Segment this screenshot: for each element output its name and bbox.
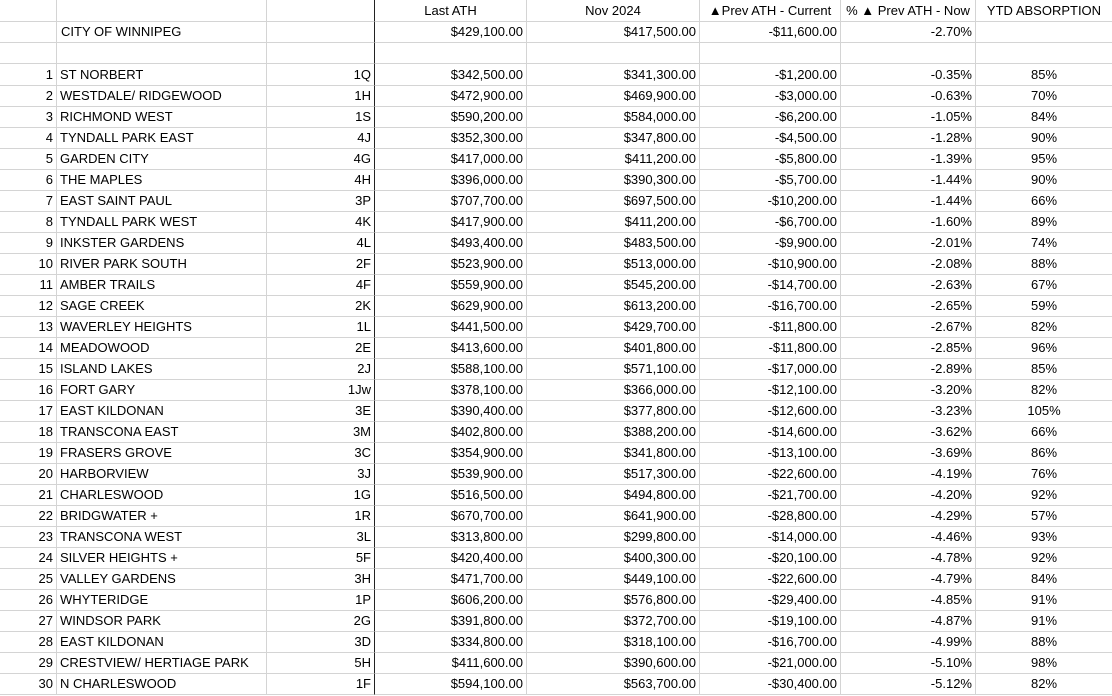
header-nov-2024[interactable]: Nov 2024 xyxy=(527,0,700,22)
nov-2024-cell[interactable]: $341,300.00 xyxy=(527,64,700,86)
nov-2024-cell[interactable]: $483,500.00 xyxy=(527,233,700,254)
ytd-absorption-cell[interactable]: 84% xyxy=(976,569,1112,590)
pct-change-cell[interactable]: -5.12% xyxy=(841,674,976,695)
nov-2024-cell[interactable]: $299,800.00 xyxy=(527,527,700,548)
last-ath-cell[interactable]: $516,500.00 xyxy=(375,485,527,506)
rank-cell[interactable]: 13 xyxy=(0,317,57,338)
table-row xyxy=(0,170,1112,191)
code-cell[interactable]: 5H xyxy=(267,653,375,674)
empty-cell[interactable] xyxy=(527,43,700,64)
empty-cell[interactable] xyxy=(841,43,976,64)
neighbourhood-cell[interactable]: TYNDALL PARK EAST xyxy=(57,128,267,149)
change-cell[interactable]: -$16,700.00 xyxy=(700,632,841,653)
ytd-absorption-cell[interactable]: 89% xyxy=(976,212,1112,233)
pct-change-cell[interactable]: -4.85% xyxy=(841,590,976,611)
ytd-absorption-cell[interactable]: 91% xyxy=(976,590,1112,611)
table-row xyxy=(0,275,1112,296)
neighbourhood-cell[interactable]: SAGE CREEK xyxy=(57,296,267,317)
code-cell[interactable]: 3H xyxy=(267,569,375,590)
neighbourhood-cell[interactable]: N CHARLESWOOD xyxy=(57,674,267,695)
neighbourhood-cell[interactable]: RIVER PARK SOUTH xyxy=(57,254,267,275)
last-ath-cell[interactable]: $441,500.00 xyxy=(375,317,527,338)
nov-2024-cell[interactable]: $400,300.00 xyxy=(527,548,700,569)
table-row xyxy=(0,422,1112,443)
nov-2024-cell[interactable]: $641,900.00 xyxy=(527,506,700,527)
nov-2024-cell[interactable]: $513,000.00 xyxy=(527,254,700,275)
table-row xyxy=(0,569,1112,590)
rank-cell[interactable]: 24 xyxy=(0,548,57,569)
rank-cell[interactable]: 7 xyxy=(0,191,57,212)
change-cell[interactable]: -$11,800.00 xyxy=(700,317,841,338)
city-change-cell[interactable]: -$11,600.00 xyxy=(700,22,841,43)
pct-change-cell[interactable]: -0.63% xyxy=(841,86,976,107)
rank-cell[interactable]: 4 xyxy=(0,128,57,149)
change-cell[interactable]: -$30,400.00 xyxy=(700,674,841,695)
pct-change-cell[interactable]: -3.62% xyxy=(841,422,976,443)
ytd-absorption-cell[interactable]: 88% xyxy=(976,254,1112,275)
pct-change-cell[interactable]: -4.29% xyxy=(841,506,976,527)
nov-2024-cell[interactable]: $366,000.00 xyxy=(527,380,700,401)
change-cell[interactable]: -$12,100.00 xyxy=(700,380,841,401)
rank-cell[interactable]: 6 xyxy=(0,170,57,191)
rank-cell[interactable]: 22 xyxy=(0,506,57,527)
change-cell[interactable]: -$21,700.00 xyxy=(700,485,841,506)
nov-2024-cell[interactable]: $411,200.00 xyxy=(527,149,700,170)
code-cell[interactable]: 1L xyxy=(267,317,375,338)
code-cell[interactable]: 3M xyxy=(267,422,375,443)
neighbourhood-cell[interactable]: HARBORVIEW xyxy=(57,464,267,485)
nov-2024-cell[interactable]: $429,700.00 xyxy=(527,317,700,338)
header-cell-neighbourhood[interactable] xyxy=(57,0,267,22)
rank-cell[interactable]: 12 xyxy=(0,296,57,317)
pct-change-cell[interactable]: -5.10% xyxy=(841,653,976,674)
table-row xyxy=(0,128,1112,149)
pct-change-cell[interactable]: -1.60% xyxy=(841,212,976,233)
change-cell[interactable]: -$6,700.00 xyxy=(700,212,841,233)
rank-cell[interactable]: 30 xyxy=(0,674,57,695)
code-cell[interactable]: 2G xyxy=(267,611,375,632)
neighbourhood-cell[interactable]: MEADOWOOD xyxy=(57,338,267,359)
rank-cell[interactable]: 3 xyxy=(0,107,57,128)
code-cell[interactable]: 1S xyxy=(267,107,375,128)
rank-cell[interactable]: 11 xyxy=(0,275,57,296)
empty-cell[interactable] xyxy=(0,43,57,64)
rank-cell[interactable]: 26 xyxy=(0,590,57,611)
last-ath-cell[interactable]: $354,900.00 xyxy=(375,443,527,464)
pct-change-cell[interactable]: -3.20% xyxy=(841,380,976,401)
neighbourhood-cell[interactable]: INKSTER GARDENS xyxy=(57,233,267,254)
ytd-absorption-cell[interactable]: 85% xyxy=(976,64,1112,86)
last-ath-cell[interactable]: $590,200.00 xyxy=(375,107,527,128)
neighbourhood-cell[interactable]: FORT GARY xyxy=(57,380,267,401)
nov-2024-cell[interactable]: $584,000.00 xyxy=(527,107,700,128)
last-ath-cell[interactable]: $396,000.00 xyxy=(375,170,527,191)
change-cell[interactable]: -$6,200.00 xyxy=(700,107,841,128)
nov-2024-cell[interactable]: $377,800.00 xyxy=(527,401,700,422)
change-cell[interactable]: -$22,600.00 xyxy=(700,569,841,590)
change-cell[interactable]: -$10,900.00 xyxy=(700,254,841,275)
table-row xyxy=(0,548,1112,569)
last-ath-cell[interactable]: $472,900.00 xyxy=(375,86,527,107)
rank-cell[interactable]: 20 xyxy=(0,464,57,485)
last-ath-cell[interactable]: $559,900.00 xyxy=(375,275,527,296)
code-cell[interactable]: 1F xyxy=(267,674,375,695)
change-cell[interactable]: -$14,000.00 xyxy=(700,527,841,548)
ytd-absorption-cell[interactable]: 86% xyxy=(976,443,1112,464)
ytd-absorption-cell[interactable]: 67% xyxy=(976,275,1112,296)
header-cell-code[interactable] xyxy=(267,0,375,22)
pct-change-cell[interactable]: -2.63% xyxy=(841,275,976,296)
change-cell[interactable]: -$9,900.00 xyxy=(700,233,841,254)
nov-2024-cell[interactable]: $388,200.00 xyxy=(527,422,700,443)
last-ath-cell[interactable]: $594,100.00 xyxy=(375,674,527,695)
nov-2024-cell[interactable]: $571,100.00 xyxy=(527,359,700,380)
last-ath-cell[interactable]: $539,900.00 xyxy=(375,464,527,485)
table-row xyxy=(0,443,1112,464)
table-row xyxy=(0,401,1112,422)
empty-cell[interactable] xyxy=(267,43,375,64)
neighbourhood-cell[interactable]: GARDEN CITY xyxy=(57,149,267,170)
ytd-absorption-cell[interactable]: 95% xyxy=(976,149,1112,170)
ytd-absorption-cell[interactable]: 74% xyxy=(976,233,1112,254)
rank-cell[interactable]: 5 xyxy=(0,149,57,170)
neighbourhood-cell[interactable]: EAST SAINT PAUL xyxy=(57,191,267,212)
header-last-ath[interactable]: Last ATH xyxy=(375,0,527,22)
rank-cell[interactable]: 16 xyxy=(0,380,57,401)
pct-change-cell[interactable]: -2.01% xyxy=(841,233,976,254)
neighbourhood-cell[interactable]: TRANSCONA WEST xyxy=(57,527,267,548)
change-cell[interactable]: -$1,200.00 xyxy=(700,64,841,86)
ytd-absorption-cell[interactable]: 82% xyxy=(976,317,1112,338)
table-row xyxy=(0,296,1112,317)
nov-2024-cell[interactable]: $494,800.00 xyxy=(527,485,700,506)
nov-2024-cell[interactable]: $411,200.00 xyxy=(527,212,700,233)
ytd-absorption-cell[interactable]: 70% xyxy=(976,86,1112,107)
header-pct-prev-ath-now[interactable]: % ▲ Prev ATH - Now xyxy=(841,0,976,22)
table-row xyxy=(0,233,1112,254)
nov-2024-cell[interactable]: $613,200.00 xyxy=(527,296,700,317)
last-ath-cell[interactable]: $417,900.00 xyxy=(375,212,527,233)
table-row xyxy=(0,590,1112,611)
change-cell[interactable]: -$19,100.00 xyxy=(700,611,841,632)
table-row xyxy=(0,380,1112,401)
neighbourhood-cell[interactable]: THE MAPLES xyxy=(57,170,267,191)
change-cell[interactable]: -$17,000.00 xyxy=(700,359,841,380)
pct-change-cell[interactable]: -1.44% xyxy=(841,170,976,191)
nov-2024-cell[interactable]: $401,800.00 xyxy=(527,338,700,359)
ytd-absorption-cell[interactable]: 66% xyxy=(976,191,1112,212)
neighbourhood-cell[interactable]: SILVER HEIGHTS + xyxy=(57,548,267,569)
last-ath-cell[interactable]: $411,600.00 xyxy=(375,653,527,674)
change-cell[interactable]: -$4,500.00 xyxy=(700,128,841,149)
change-cell[interactable]: -$3,000.00 xyxy=(700,86,841,107)
table-row xyxy=(0,64,1112,86)
ytd-absorption-cell[interactable]: 57% xyxy=(976,506,1112,527)
header-prev-ath-current[interactable]: ▲Prev ATH - Current xyxy=(700,0,841,22)
nov-2024-cell[interactable]: $697,500.00 xyxy=(527,191,700,212)
header-ytd-absorption[interactable]: YTD ABSORPTION xyxy=(976,0,1112,22)
code-cell[interactable]: 2E xyxy=(267,338,375,359)
city-name-cell[interactable]: CITY OF WINNIPEG xyxy=(57,22,267,43)
ytd-absorption-cell[interactable]: 85% xyxy=(976,359,1112,380)
pct-change-cell[interactable]: -3.69% xyxy=(841,443,976,464)
nov-2024-cell[interactable]: $372,700.00 xyxy=(527,611,700,632)
nov-2024-cell[interactable]: $449,100.00 xyxy=(527,569,700,590)
ytd-absorption-cell[interactable]: 66% xyxy=(976,422,1112,443)
rank-cell[interactable]: 18 xyxy=(0,422,57,443)
last-ath-cell[interactable]: $334,800.00 xyxy=(375,632,527,653)
rank-cell[interactable]: 23 xyxy=(0,527,57,548)
change-cell[interactable]: -$29,400.00 xyxy=(700,590,841,611)
change-cell[interactable]: -$14,700.00 xyxy=(700,275,841,296)
code-cell[interactable]: 1H xyxy=(267,86,375,107)
table-row xyxy=(0,317,1112,338)
nov-2024-cell[interactable]: $517,300.00 xyxy=(527,464,700,485)
neighbourhood-cell[interactable]: BRIDGWATER + xyxy=(57,506,267,527)
neighbourhood-cell[interactable]: FRASERS GROVE xyxy=(57,443,267,464)
pct-change-cell[interactable]: -2.08% xyxy=(841,254,976,275)
nov-2024-cell[interactable]: $341,800.00 xyxy=(527,443,700,464)
last-ath-cell[interactable]: $707,700.00 xyxy=(375,191,527,212)
city-last-ath-cell[interactable]: $429,100.00 xyxy=(375,22,527,43)
last-ath-cell[interactable]: $413,600.00 xyxy=(375,338,527,359)
table-row xyxy=(0,359,1112,380)
change-cell[interactable]: -$5,800.00 xyxy=(700,149,841,170)
code-cell[interactable]: 4H xyxy=(267,170,375,191)
neighbourhood-cell[interactable]: TRANSCONA EAST xyxy=(57,422,267,443)
change-cell[interactable]: -$12,600.00 xyxy=(700,401,841,422)
rank-cell[interactable]: 15 xyxy=(0,359,57,380)
neighbourhood-cell[interactable]: CHARLESWOOD xyxy=(57,485,267,506)
table-row xyxy=(0,464,1112,485)
table-row xyxy=(0,674,1112,695)
last-ath-cell[interactable]: $342,500.00 xyxy=(375,64,527,86)
rank-cell[interactable]: 1 xyxy=(0,64,57,86)
code-cell[interactable]: 1Jw xyxy=(267,380,375,401)
table-row xyxy=(0,149,1112,170)
code-cell[interactable]: 4J xyxy=(267,128,375,149)
ytd-absorption-cell[interactable]: 82% xyxy=(976,380,1112,401)
pct-change-cell[interactable]: -4.46% xyxy=(841,527,976,548)
last-ath-cell[interactable]: $390,400.00 xyxy=(375,401,527,422)
header-cell-rank[interactable] xyxy=(0,0,57,22)
rank-cell[interactable]: 9 xyxy=(0,233,57,254)
rank-cell[interactable]: 2 xyxy=(0,86,57,107)
table-row xyxy=(0,107,1112,128)
code-cell[interactable]: 3C xyxy=(267,443,375,464)
change-cell[interactable]: -$20,100.00 xyxy=(700,548,841,569)
pct-change-cell[interactable]: -4.79% xyxy=(841,569,976,590)
pct-change-cell[interactable]: -2.89% xyxy=(841,359,976,380)
change-cell[interactable]: -$14,600.00 xyxy=(700,422,841,443)
rank-cell[interactable]: 10 xyxy=(0,254,57,275)
ytd-absorption-cell[interactable]: 59% xyxy=(976,296,1112,317)
nov-2024-cell[interactable]: $390,300.00 xyxy=(527,170,700,191)
nov-2024-cell[interactable]: $563,700.00 xyxy=(527,674,700,695)
code-cell[interactable]: 1P xyxy=(267,590,375,611)
neighbourhood-rows xyxy=(0,64,1112,695)
rank-cell[interactable]: 17 xyxy=(0,401,57,422)
ytd-absorption-cell[interactable]: 88% xyxy=(976,632,1112,653)
change-cell[interactable]: -$22,600.00 xyxy=(700,464,841,485)
table-row xyxy=(0,653,1112,674)
code-cell[interactable]: 2J xyxy=(267,359,375,380)
code-cell[interactable]: 4K xyxy=(267,212,375,233)
rank-cell[interactable]: 14 xyxy=(0,338,57,359)
neighbourhood-cell[interactable]: ISLAND LAKES xyxy=(57,359,267,380)
ytd-absorption-cell[interactable]: 98% xyxy=(976,653,1112,674)
ytd-absorption-cell[interactable]: 92% xyxy=(976,485,1112,506)
change-cell[interactable]: -$21,000.00 xyxy=(700,653,841,674)
last-ath-cell[interactable]: $313,800.00 xyxy=(375,527,527,548)
empty-row xyxy=(0,43,1112,64)
table-row xyxy=(0,338,1112,359)
change-cell[interactable]: -$16,700.00 xyxy=(700,296,841,317)
ytd-absorption-cell[interactable]: 96% xyxy=(976,338,1112,359)
pct-change-cell[interactable]: -1.05% xyxy=(841,107,976,128)
code-cell[interactable]: 3L xyxy=(267,527,375,548)
city-nov-2024-cell[interactable]: $417,500.00 xyxy=(527,22,700,43)
empty-cell[interactable] xyxy=(57,43,267,64)
code-cell[interactable]: 3P xyxy=(267,191,375,212)
neighbourhood-cell[interactable]: RICHMOND WEST xyxy=(57,107,267,128)
code-cell[interactable]: 3E xyxy=(267,401,375,422)
city-row xyxy=(0,22,1112,43)
table-row xyxy=(0,86,1112,107)
pct-change-cell[interactable]: -4.19% xyxy=(841,464,976,485)
city-pct-cell[interactable]: -2.70% xyxy=(841,22,976,43)
code-cell[interactable]: 5F xyxy=(267,548,375,569)
neighbourhood-cell[interactable]: EAST KILDONAN xyxy=(57,632,267,653)
nov-2024-cell[interactable]: $545,200.00 xyxy=(527,275,700,296)
neighbourhood-cell[interactable]: WHYTERIDGE xyxy=(57,590,267,611)
last-ath-cell[interactable]: $493,400.00 xyxy=(375,233,527,254)
nov-2024-cell[interactable]: $318,100.00 xyxy=(527,632,700,653)
change-cell[interactable]: -$28,800.00 xyxy=(700,506,841,527)
code-cell[interactable]: 4G xyxy=(267,149,375,170)
empty-cell[interactable] xyxy=(375,43,527,64)
code-cell[interactable]: 4F xyxy=(267,275,375,296)
neighbourhood-cell[interactable]: WESTDALE/ RIDGEWOOD xyxy=(57,86,267,107)
ytd-absorption-cell[interactable]: 90% xyxy=(976,170,1112,191)
nov-2024-cell[interactable]: $576,800.00 xyxy=(527,590,700,611)
last-ath-cell[interactable]: $417,000.00 xyxy=(375,149,527,170)
change-cell[interactable]: -$13,100.00 xyxy=(700,443,841,464)
ytd-absorption-cell[interactable]: 76% xyxy=(976,464,1112,485)
nov-2024-cell[interactable]: $390,600.00 xyxy=(527,653,700,674)
code-cell[interactable]: 2K xyxy=(267,296,375,317)
last-ath-cell[interactable]: $629,900.00 xyxy=(375,296,527,317)
code-cell[interactable]: 1Q xyxy=(267,64,375,86)
ytd-absorption-cell[interactable]: 93% xyxy=(976,527,1112,548)
change-cell[interactable]: -$5,700.00 xyxy=(700,170,841,191)
pct-change-cell[interactable]: -2.65% xyxy=(841,296,976,317)
last-ath-cell[interactable]: $352,300.00 xyxy=(375,128,527,149)
last-ath-cell[interactable]: $588,100.00 xyxy=(375,359,527,380)
city-code-cell[interactable] xyxy=(267,22,375,43)
table-row xyxy=(0,632,1112,653)
neighbourhood-cell[interactable]: WAVERLEY HEIGHTS xyxy=(57,317,267,338)
last-ath-cell[interactable]: $378,100.00 xyxy=(375,380,527,401)
code-cell[interactable]: 1R xyxy=(267,506,375,527)
table-row xyxy=(0,212,1112,233)
pct-change-cell[interactable]: -4.99% xyxy=(841,632,976,653)
ytd-absorption-cell[interactable]: 90% xyxy=(976,128,1112,149)
pct-change-cell[interactable]: -2.67% xyxy=(841,317,976,338)
neighbourhood-cell[interactable]: WINDSOR PARK xyxy=(57,611,267,632)
code-cell[interactable]: 3J xyxy=(267,464,375,485)
nov-2024-cell[interactable]: $469,900.00 xyxy=(527,86,700,107)
last-ath-cell[interactable]: $391,800.00 xyxy=(375,611,527,632)
pct-change-cell[interactable]: -3.23% xyxy=(841,401,976,422)
rank-cell[interactable]: 27 xyxy=(0,611,57,632)
last-ath-cell[interactable]: $402,800.00 xyxy=(375,422,527,443)
change-cell[interactable]: -$10,200.00 xyxy=(700,191,841,212)
pct-change-cell[interactable]: -1.28% xyxy=(841,128,976,149)
neighbourhood-cell[interactable]: AMBER TRAILS xyxy=(57,275,267,296)
last-ath-cell[interactable]: $606,200.00 xyxy=(375,590,527,611)
ytd-absorption-cell[interactable]: 105% xyxy=(976,401,1112,422)
empty-cell[interactable] xyxy=(976,43,1112,64)
table-row xyxy=(0,485,1112,506)
last-ath-cell[interactable]: $670,700.00 xyxy=(375,506,527,527)
rank-cell[interactable]: 21 xyxy=(0,485,57,506)
ytd-absorption-cell[interactable]: 82% xyxy=(976,674,1112,695)
rank-cell[interactable]: 29 xyxy=(0,653,57,674)
city-ytd-cell[interactable] xyxy=(976,22,1112,43)
rank-cell[interactable]: 25 xyxy=(0,569,57,590)
pct-change-cell[interactable]: -1.44% xyxy=(841,191,976,212)
table-row xyxy=(0,527,1112,548)
last-ath-cell[interactable]: $523,900.00 xyxy=(375,254,527,275)
table-row xyxy=(0,191,1112,212)
rank-cell[interactable]: 19 xyxy=(0,443,57,464)
pct-change-cell[interactable]: -0.35% xyxy=(841,64,976,86)
neighbourhood-cell[interactable]: VALLEY GARDENS xyxy=(57,569,267,590)
header-row xyxy=(0,0,1112,22)
table-row xyxy=(0,611,1112,632)
code-cell[interactable]: 2F xyxy=(267,254,375,275)
neighbourhood-cell[interactable]: EAST KILDONAN xyxy=(57,401,267,422)
table-row xyxy=(0,254,1112,275)
pct-change-cell[interactable]: -1.39% xyxy=(841,149,976,170)
last-ath-cell[interactable]: $420,400.00 xyxy=(375,548,527,569)
ytd-absorption-cell[interactable]: 91% xyxy=(976,611,1112,632)
table-row xyxy=(0,506,1112,527)
last-ath-cell[interactable]: $471,700.00 xyxy=(375,569,527,590)
neighbourhood-cell[interactable]: ST NORBERT xyxy=(57,64,267,86)
neighbourhood-cell[interactable]: TYNDALL PARK WEST xyxy=(57,212,267,233)
pct-change-cell[interactable]: -4.20% xyxy=(841,485,976,506)
city-rank-cell[interactable] xyxy=(0,22,57,43)
empty-cell[interactable] xyxy=(700,43,841,64)
ytd-absorption-cell[interactable]: 84% xyxy=(976,107,1112,128)
code-cell[interactable]: 4L xyxy=(267,233,375,254)
neighbourhood-cell[interactable]: CRESTVIEW/ HERTIAGE PARK xyxy=(57,653,267,674)
code-cell[interactable]: 3D xyxy=(267,632,375,653)
rank-cell[interactable]: 28 xyxy=(0,632,57,653)
nov-2024-cell[interactable]: $347,800.00 xyxy=(527,128,700,149)
pct-change-cell[interactable]: -2.85% xyxy=(841,338,976,359)
code-cell[interactable]: 1G xyxy=(267,485,375,506)
change-cell[interactable]: -$11,800.00 xyxy=(700,338,841,359)
rank-cell[interactable]: 8 xyxy=(0,212,57,233)
ytd-absorption-cell[interactable]: 92% xyxy=(976,548,1112,569)
pct-change-cell[interactable]: -4.87% xyxy=(841,611,976,632)
pct-change-cell[interactable]: -4.78% xyxy=(841,548,976,569)
